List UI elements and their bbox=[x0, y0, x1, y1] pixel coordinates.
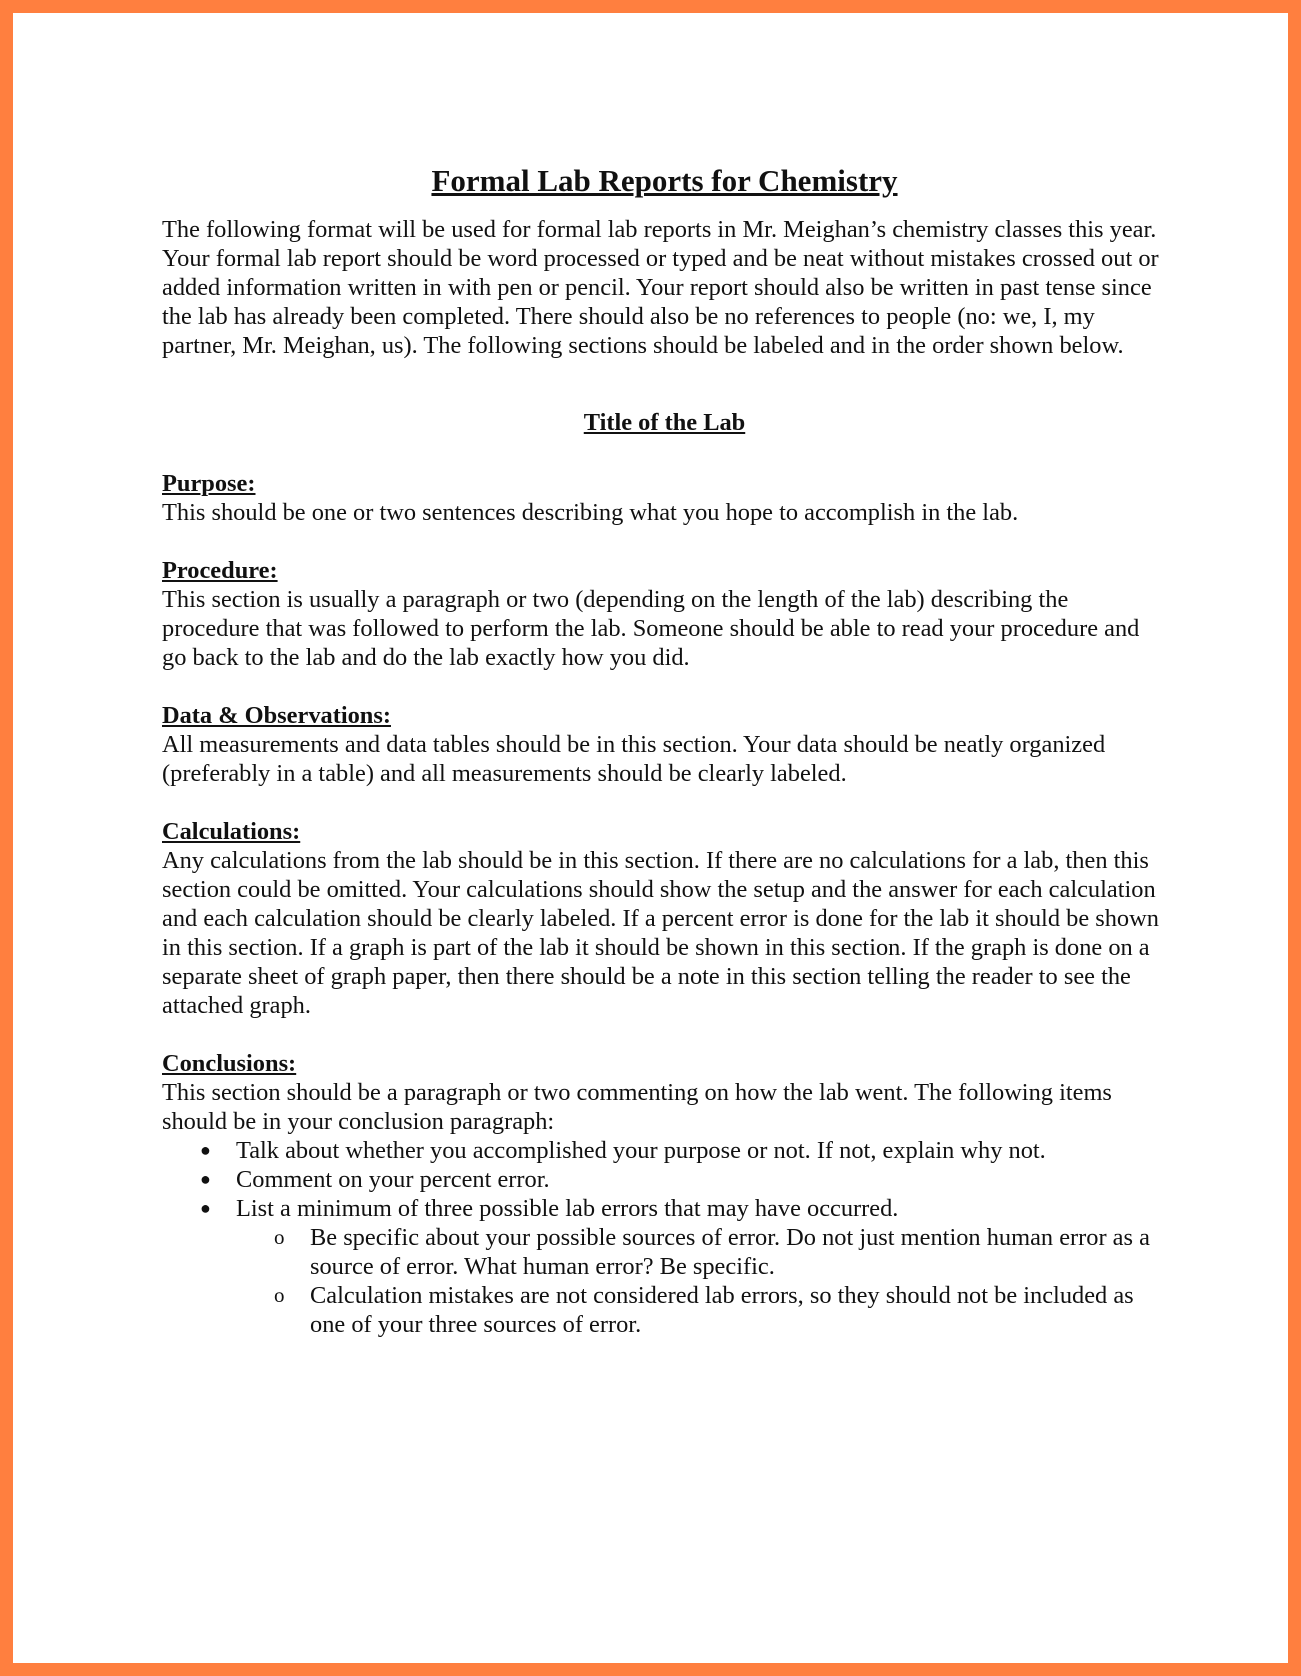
section-calculations bbox=[162, 817, 1167, 1020]
list-item bbox=[200, 1165, 1167, 1194]
bullet-icon: ● bbox=[200, 1169, 211, 1189]
intro-paragraph: The following format will be used for formal lab reports in Mr. Meighan’s chemistry classes this year. Your formal lab report should be word processed or typed and be neat without mistakes crossed out or added information written in with pen or pencil. Your report should also be written in past tense since the lab has already been completed. There should also be no references to people (no: we, I, my partner, Mr. Meighan, us). The following sections should be labeled and in the order shown below. bbox=[162, 216, 1159, 359]
section-conclusions bbox=[162, 1049, 1167, 1339]
calculations-body: Any calculations from the lab should be in this section. If there are no calculations for a lab, then this section could be omitted. Your calculations should show the setup and the answer for each calculation and each calculation should be clearly labeled. If a percent error is done for the lab it should be shown in this section. If a graph is part of the lab it should be shown in this section. If the graph is done on a separate sheet of graph paper, then there should be a note in this section telling the reader to see the attached graph. bbox=[162, 847, 1159, 1019]
conclusions-body: This section should be a paragraph or two commenting on how the lab went. The following items should be in your conclusion paragraph: bbox=[162, 1079, 1112, 1135]
procedure-body: This section is usually a paragraph or two (depending on the length of the lab) describing the procedure that was followed to perform the lab. Someone should be able to read your procedure and go back to the lab and do the lab exactly how you did. bbox=[162, 586, 1140, 671]
section-data-observations bbox=[162, 701, 1167, 788]
document-content bbox=[162, 163, 1167, 1368]
list-item-text: Calculation mistakes are not considered lab errors, so they should not be included as one of your three sources of error. bbox=[310, 1282, 1134, 1338]
list-item-text: Talk about whether you accomplished your purpose or not. If not, explain why not. bbox=[236, 1137, 1046, 1164]
bullet-icon: ● bbox=[200, 1198, 211, 1218]
list-item-text: Comment on your percent error. bbox=[236, 1166, 550, 1193]
conclusion-bullet-list bbox=[162, 1136, 1167, 1339]
list-item bbox=[274, 1223, 1167, 1281]
list-item-text: List a minimum of three possible lab errors that may have occurred. bbox=[236, 1195, 899, 1222]
document-title: Formal Lab Reports for Chemistry bbox=[431, 163, 898, 198]
document-page bbox=[13, 13, 1288, 1663]
section-purpose bbox=[162, 469, 1167, 527]
list-item bbox=[200, 1194, 1167, 1339]
bullet-icon: ● bbox=[200, 1140, 211, 1160]
purpose-body: This should be one or two sentences describing what you hope to accomplish in the lab. bbox=[162, 499, 1019, 526]
circle-bullet-icon: o bbox=[274, 1225, 285, 1249]
data-observations-heading: Data & Observations: bbox=[162, 702, 391, 729]
section-procedure bbox=[162, 556, 1167, 672]
conclusions-heading: Conclusions: bbox=[162, 1050, 297, 1077]
list-item-text: Be specific about your possible sources of error. Do not just mention human error as a source of error. What human error? Be specific. bbox=[310, 1224, 1150, 1280]
purpose-heading: Purpose: bbox=[162, 470, 256, 497]
lab-title-heading: Title of the Lab bbox=[583, 409, 746, 436]
sub-bullet-list bbox=[236, 1223, 1167, 1339]
calculations-heading: Calculations: bbox=[162, 818, 301, 845]
list-item bbox=[200, 1136, 1167, 1165]
circle-bullet-icon: o bbox=[274, 1283, 285, 1307]
list-item bbox=[274, 1281, 1167, 1339]
data-observations-body: All measurements and data tables should be in this section. Your data should be neatly organized (preferably in a table) and all measurements should be clearly labeled. bbox=[162, 731, 1106, 787]
procedure-heading: Procedure: bbox=[162, 557, 278, 584]
